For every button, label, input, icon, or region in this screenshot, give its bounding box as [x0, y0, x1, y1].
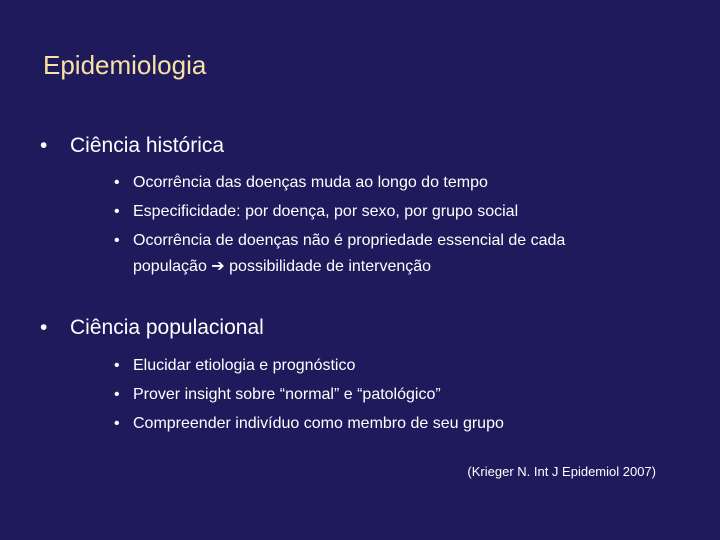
sub-bullet — [114, 174, 488, 192]
sub-bullet — [114, 203, 518, 221]
section-heading: Ciência populacional — [70, 316, 264, 339]
sub-bullet — [114, 415, 504, 433]
bullet-icon: • — [40, 134, 48, 157]
bullet-ciencia-populacional — [40, 316, 264, 340]
sub-bullet-text: Especificidade: por doença, por sexo, por grupo social — [133, 203, 519, 220]
sub-bullet-continuation — [133, 256, 431, 276]
bullet-icon: • — [114, 415, 120, 432]
sub-bullet-text: Elucidar etiologia e prognóstico — [133, 357, 356, 374]
bullet-icon: • — [114, 386, 120, 403]
citation: (Krieger N. Int J Epidemiol 2007) — [467, 464, 656, 479]
bullet-icon: • — [114, 357, 120, 374]
sub-bullet-text: Compreender indivíduo como membro de seu grupo — [133, 415, 504, 432]
sub-bullet-text: Ocorrência de doenças não é propriedade essencial de cada — [133, 232, 566, 249]
sub-bullet-text: Prover insight sobre “normal” e “patológico” — [133, 386, 441, 403]
continuation-text: população — [133, 258, 207, 275]
arrow-right-icon: ➔ — [211, 258, 225, 275]
bullet-icon: • — [114, 232, 120, 249]
bullet-ciencia-historica — [40, 134, 224, 158]
bullet-icon: • — [40, 316, 48, 339]
sub-bullet — [114, 386, 441, 404]
section-heading: Ciência histórica — [70, 134, 225, 157]
sub-bullet — [114, 357, 355, 375]
slide-title: Epidemiologia — [43, 50, 207, 80]
continuation-text: possibilidade de intervenção — [229, 258, 432, 275]
sub-bullet — [114, 232, 565, 250]
bullet-icon: • — [114, 203, 120, 220]
sub-bullet-text: Ocorrência das doenças muda ao longo do tempo — [133, 174, 488, 191]
bullet-icon: • — [114, 174, 120, 191]
